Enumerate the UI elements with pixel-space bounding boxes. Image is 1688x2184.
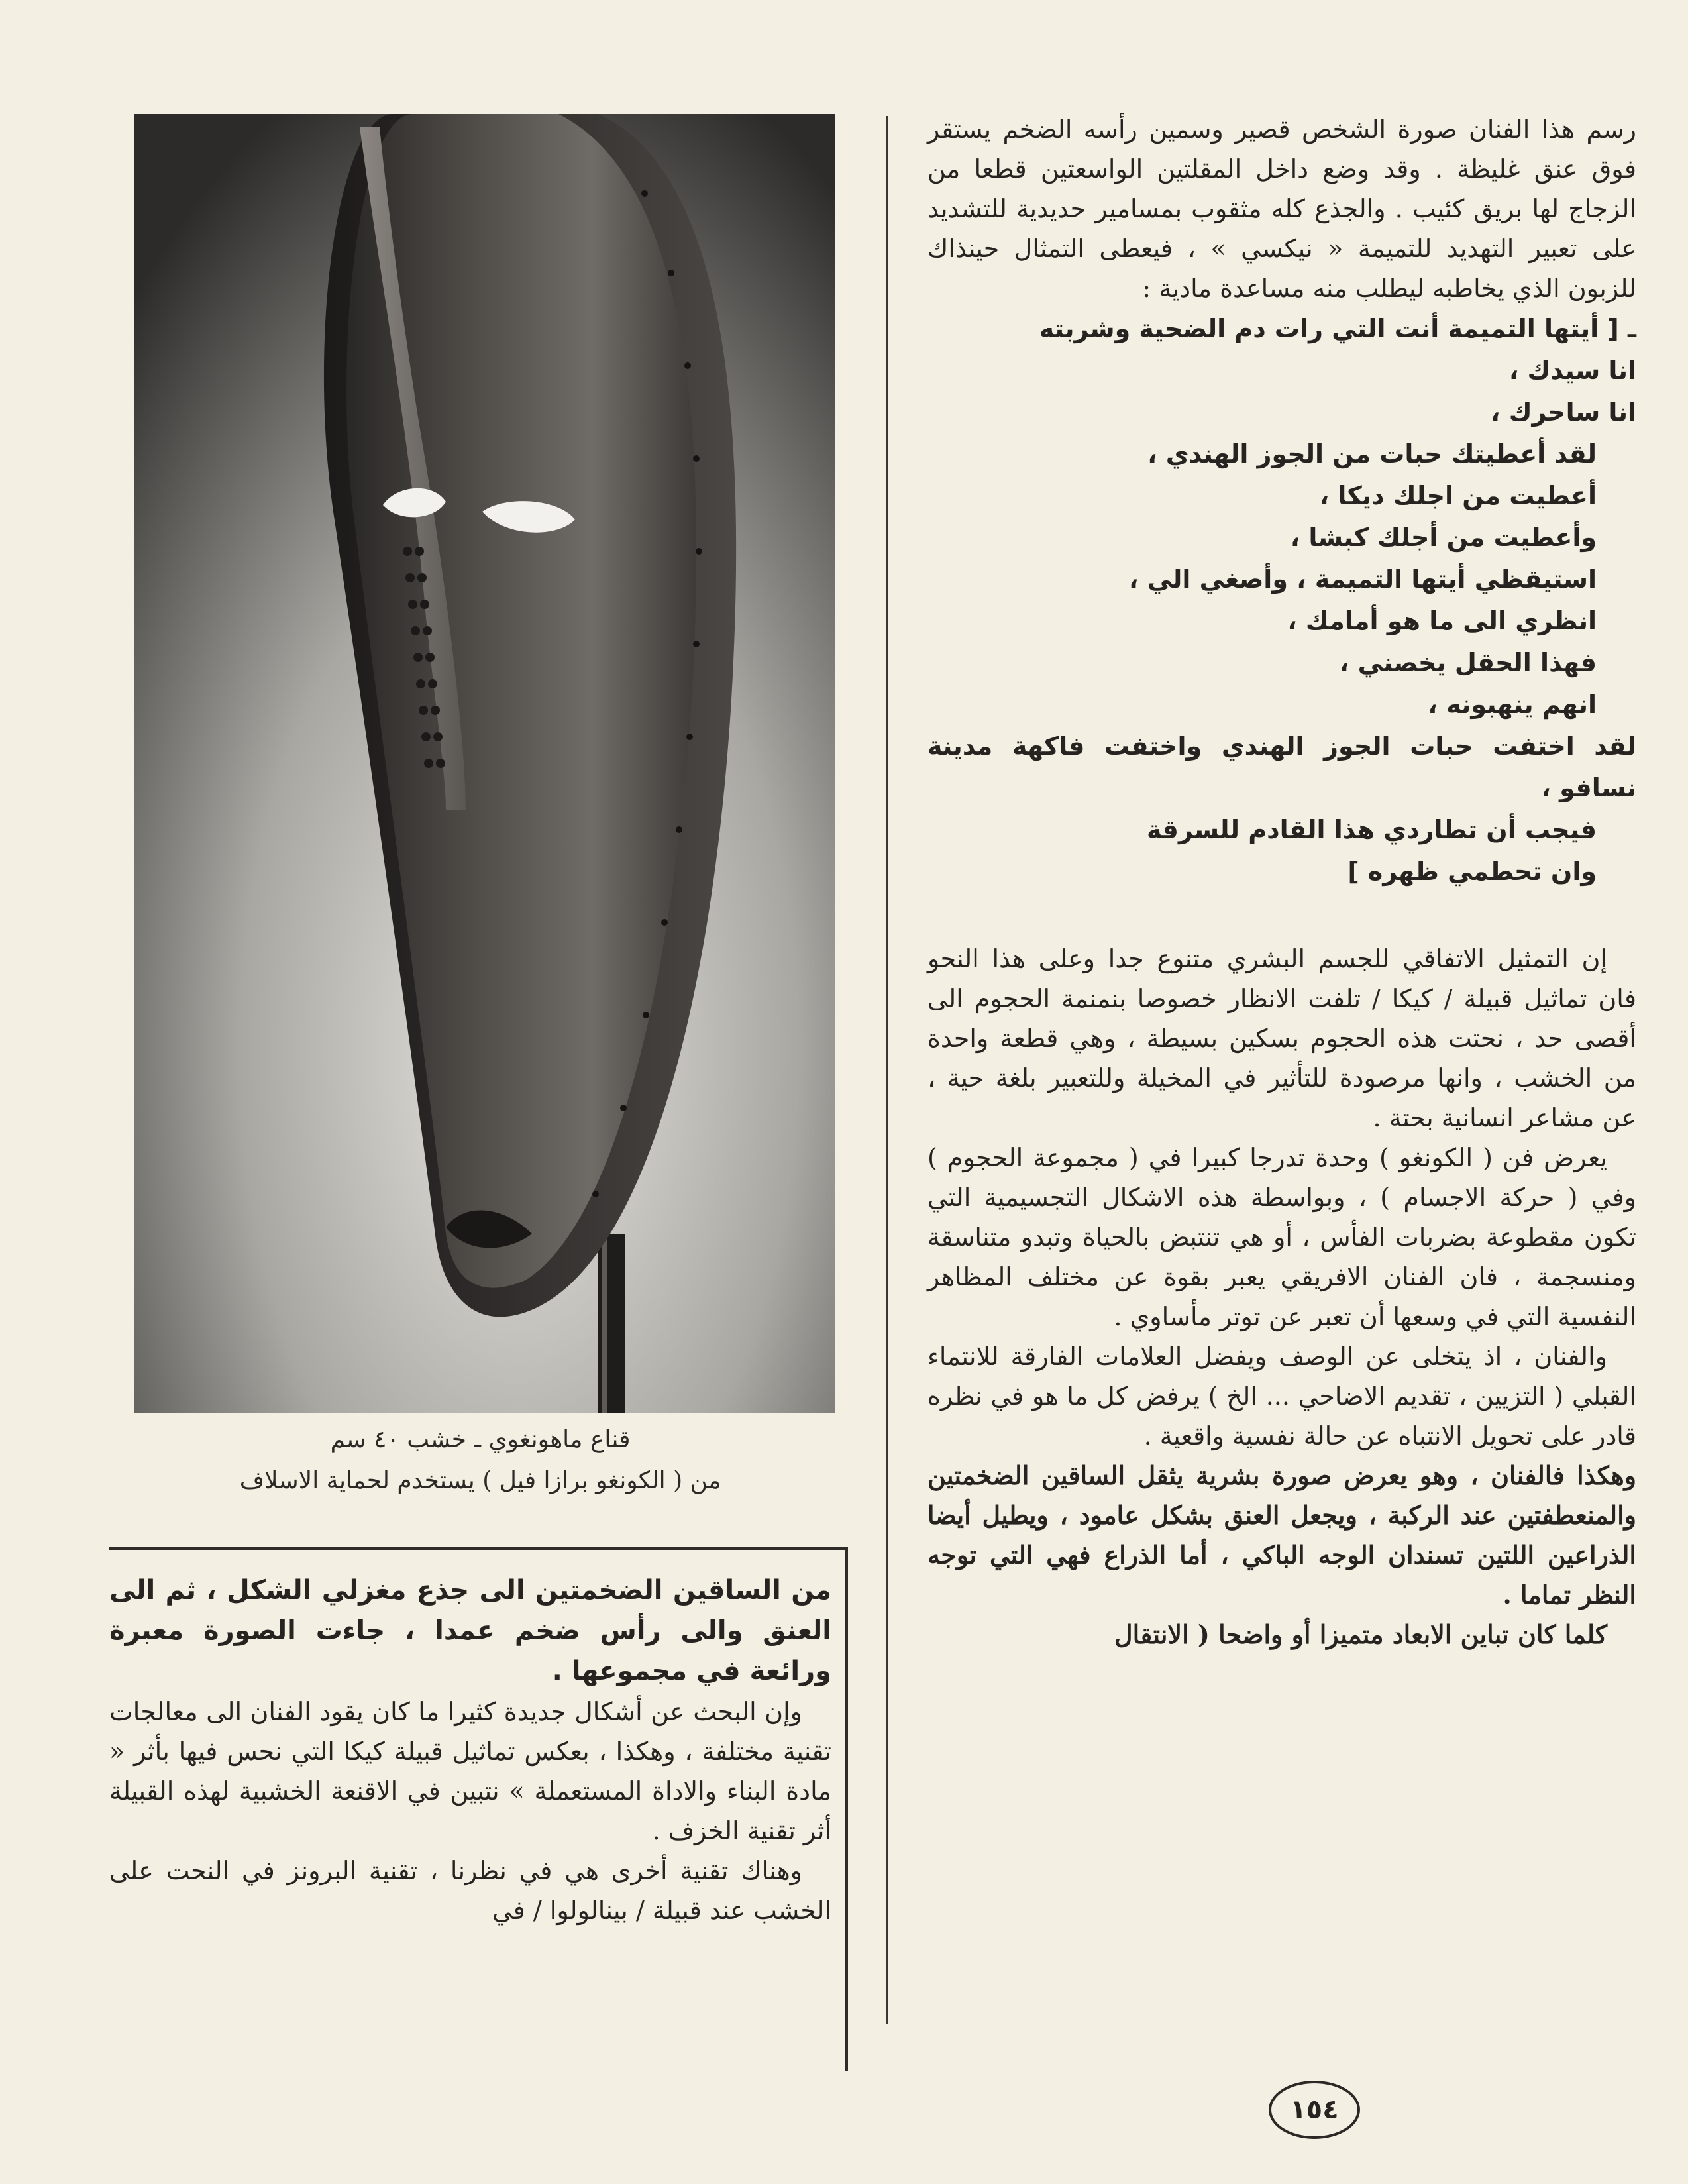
poem-line: فيجب أن تطاردي هذا القادم للسرقة	[1147, 815, 1597, 844]
section-gap	[927, 893, 1636, 939]
photo-caption	[113, 1419, 848, 1502]
page-number-text: ١٥٤	[1290, 2095, 1339, 2125]
caption-line-2: من ( الكونغو برازا فيل ) يستخدم لحماية الاسلاف	[239, 1467, 721, 1494]
mask-photo	[134, 114, 835, 1413]
box-top-rule	[109, 1547, 848, 1550]
mask-image	[134, 114, 835, 1413]
left-box-paragraph-2: وهناك تقنية أخرى هي في نظرنا ، تقنية البرونز في النحت على الخشب عند قبيلة / بينالولوا / في	[109, 1856, 831, 1925]
poem-line: انا سيدك ،	[1508, 356, 1636, 385]
left-box-lead: من الساقين الضخمتين الى جذع مغزلي الشكل ، ثم الى العنق والى رأس ضخم عمدا ، جاءت الصورة معبرة ورائعة في مجموعها .	[109, 1575, 831, 1686]
caption-line-1: قناع ماهونغوي ـ خشب ٤٠ سم	[330, 1426, 631, 1453]
left-box-text	[109, 1570, 831, 2061]
poem-line: انا ساحرك ،	[1491, 398, 1636, 427]
poem	[927, 308, 1636, 893]
right-column	[927, 109, 1636, 2071]
page-number	[1269, 2081, 1360, 2139]
intro-paragraph: رسم هذا الفنان صورة الشخص قصير وسمين رأسه الضخم يستقر فوق عنق غليظة . وقد وضع داخل المقلتين الواسعتين قطعا من الزجاج لها بريق كئيب . والجذع كله مثقوب بمسامير حديدية للتشديد على تعبير التهديد للتميمة « نيكسي » ، فيعطى التمثال حينذاك للزبون الذي يخاطبه ليطلب منه مساعدة مادية :	[927, 115, 1636, 303]
poem-line: انهم ينهبونه ،	[1428, 690, 1597, 719]
box-side-rule	[845, 1547, 848, 2071]
paragraph-3: والفنان ، اذ يتخلى عن الوصف ويفضل العلامات الفارقة للانتماء القبلي ( التزيين ، تقديم الاضاحي ... الخ ) يرفض كل ما هو في نظره قادر على تحويل الانتباه عن حالة نفسية واقعية .	[927, 1342, 1636, 1450]
poem-line: وان تحطمي ظهره ]	[1347, 857, 1597, 886]
poem-line: ـ [ أيتها التميمة أنت التي رات دم الضحية وشربته	[1039, 314, 1636, 343]
poem-line: فهذا الحقل يخصني ،	[1339, 648, 1597, 677]
left-box-paragraph-1: وإن البحث عن أشكال جديدة كثيرا ما كان يقود الفنان الى معالجات تقنية مختلفة ، وهكذا ، بعكس تماثيل قبيلة كيكا التي نحس فيها بأثر « مادة البناء والاداة المستعملة » نتبين في الاقنعة الخشبية لهذه القبيلة أثر تقنية الخزف .	[109, 1697, 831, 1845]
paragraph-5: كلما كان تباين الابعاد متميزا أو واضحا ( الانتقال	[1114, 1619, 1607, 1649]
poem-line: استيقظي أيتها التميمة ، وأصغي الي ،	[1129, 565, 1597, 594]
poem-line: وأعطيت من أجلك كبشا ،	[1290, 523, 1597, 552]
paragraph-4: وهكذا فالفنان ، وهو يعرض صورة بشرية يثقل الساقين الضخمتين والمنعطفتين عند الركبة ، ويجعل العنق بشكل عامود ، ويطيل أيضا الذراعين اللتين تسندان الوجه الباكي ، أما الذراع فهي التي توجه النظر تماما .	[927, 1460, 1636, 1610]
paragraph-1: إن التمثيل الاتفاقي للجسم البشري متنوع جدا وعلى هذا النحو فان تماثيل قبيلة / كيكا / تلفت الانظار خصوصا بنمنمة الحجوم الى أقصى حد ، نحتت هذه الحجوم بسكين بسيطة ، وهي قطعة واحدة من الخشب ، وانها مرصودة للتأثير في المخيلة وللتعبير بلغة حية ، عن مشاعر انسانية بحتة .	[927, 944, 1636, 1132]
poem-line: لقد أعطيتك حبات من الجوز الهندي ،	[1147, 439, 1597, 468]
poem-line: انظري الى ما هو أمامك ،	[1287, 606, 1597, 635]
column-rule	[886, 116, 888, 2024]
poem-line: أعطيت من اجلك ديكا ،	[1319, 481, 1597, 510]
paragraph-2: يعرض فن ( الكونغو ) وحدة تدرجا كبيرا في ( مجموعة الحجوم ) وفي ( حركة الاجسام ) ، وبواسطة هذه الاشكال التجسيمية التي تكون مقطوعة بضربات الفأس ، أو هي تنتبض بالحياة وتبدو متناسقة ومنسجمة ، فان الفنان الافريقي يعبر بقوة عن مختلف المظاهر النفسية التي في وسعها أن تعبر عن توتر مأساوي .	[927, 1143, 1636, 1331]
poem-line: لقد اختفت حبات الجوز الهندي واختفت فاكهة مدينة نسافو ،	[927, 732, 1636, 802]
